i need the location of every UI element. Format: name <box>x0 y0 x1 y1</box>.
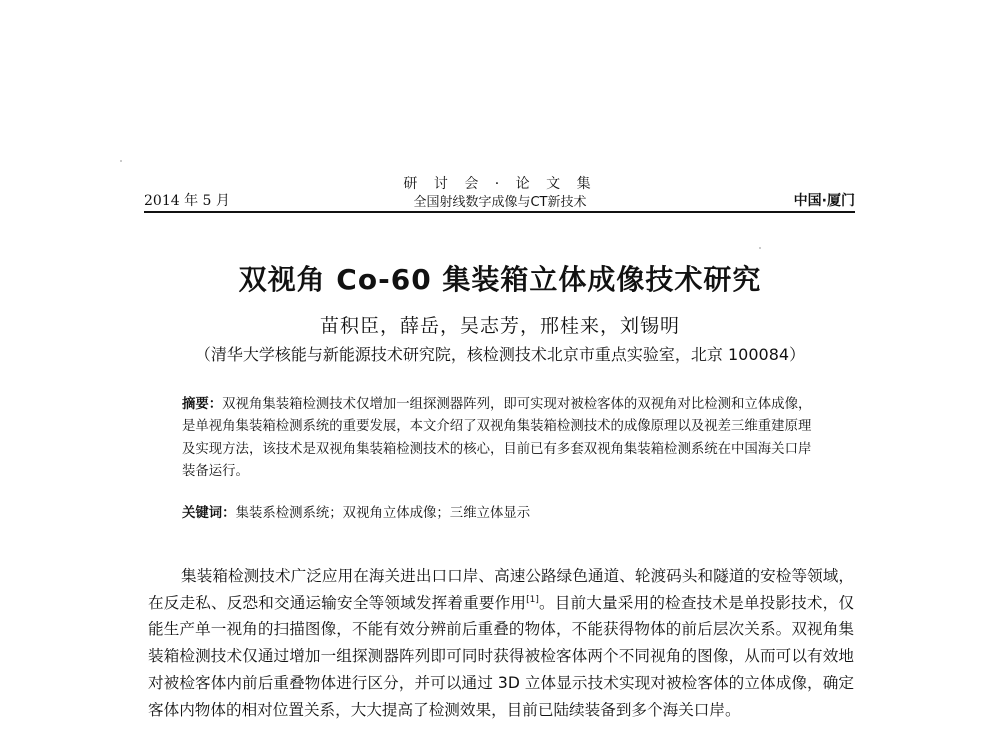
body-text-part1: 集装箱检测技术广泛应用在海关进出口口岸、高速公路绿色通道、轮渡码头和隧道的安检等领域，在反走私、反恐和交通运输安全等领域发挥着重要作用 <box>148 567 854 612</box>
scan-speck <box>759 247 761 249</box>
header-rule <box>144 211 855 213</box>
body-paragraph <box>148 563 854 723</box>
header-location: 中国·厦门 <box>793 193 855 209</box>
citation-ref[interactable]: [1] <box>526 594 539 605</box>
paper-affiliation: （清华大学核能与新能源技术研究院，核检测技术北京市重点实验室，北京 100084） <box>194 345 806 364</box>
keywords-text: 集装系检测系统；双视角立体成像；三维立体显示 <box>235 506 531 521</box>
body-text-part2: 。目前大量采用的检查技术是单投影技术，仅能生产单一视角的扫描图像，不能有效分辨前后重叠的物体，不能获得物体的前后层次关系。双视角集装箱检测技术仅通过增加一组探测器阵列即可同时获得被检客体两个不同视角的图像，从而可以有效地对被检客体内前后重叠物体进行区分，并可以通过 3D 立体显示技术实现对被检客体的立体成像，确定客体内物体的相对位置关系，大大提高了检测效果，目前已陆续装备到多个海关口岸。 <box>148 593 854 719</box>
header-date: 2014 年 5 月 <box>144 193 230 209</box>
abstract-label: 摘要： <box>182 397 223 412</box>
paper-authors: 苗积臣，薛岳，吴志芳，邢桂来，刘锡明 <box>319 315 680 337</box>
conference-subtitle: 全国射线数字成像与CT新技术 <box>413 195 587 210</box>
keywords-label: 关键词： <box>182 506 236 521</box>
keywords <box>182 502 822 521</box>
conference-title: 研 讨 会 · 论 文 集 <box>403 176 597 192</box>
paper-title: 双视角 Co-60 集装箱立体成像技术研究 <box>238 263 762 296</box>
scan-speck <box>120 160 122 162</box>
abstract <box>182 394 822 484</box>
abstract-text: 双视角集装箱检测技术仅增加一组探测器阵列，即可实现对被检客体的双视角对比检测和立体成像，是单视角集装箱检测系统的重要发展，本文介绍了双视角集装箱检测技术的成像原理以及视差三维重建原理及实现方法，该技术是双视角集装箱检测技术的核心，目前已有多套双视角集装箱检测系统在中国海关口岸装备运行。 <box>182 397 812 480</box>
